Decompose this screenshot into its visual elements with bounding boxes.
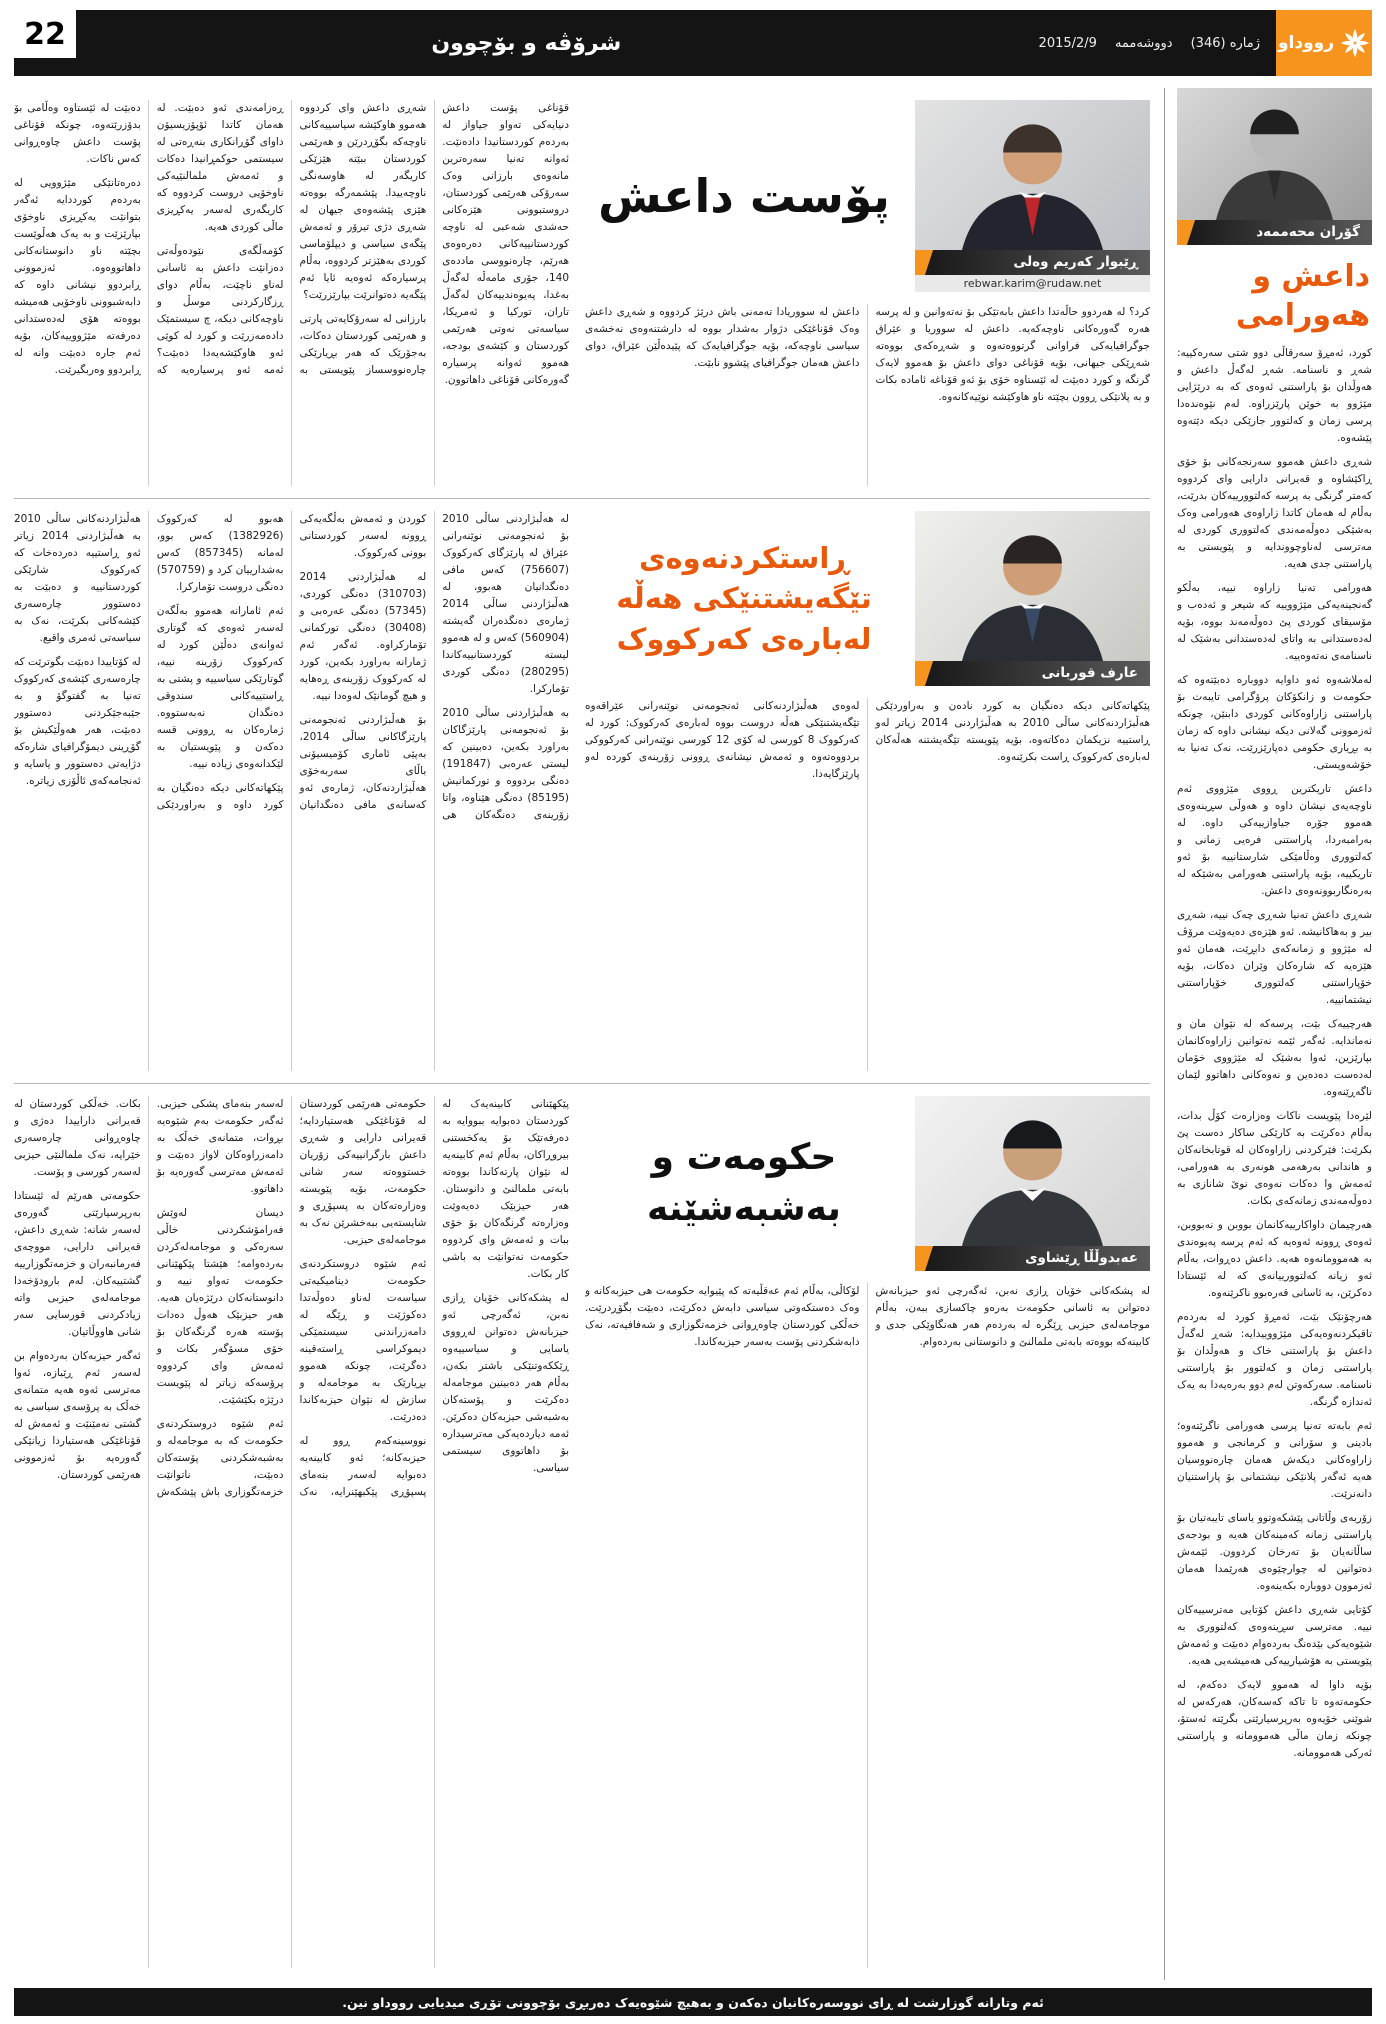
opinion-body-text: کورد، ئەمڕۆ سەرقاڵی دوو شتی سەرەکییە: شەڕ و ناسنامە. شەڕ لەگەڵ داعش و هەوڵدان بۆ پاراستنی ئەوەی کە بە درێژایی مێژوو بە خوێن پارێزراوە. لەم نێوەندەدا پرسی زمان و کەلتوور جارێکی دیکە دێتەوە پێشەوە. شەڕی داعش هەموو سەرنجەکانی بۆ خۆی ڕاکێشاوە و قەیرانی دارایی وای کردووە کەمتر گرنگی بە پرسە کەلتوورییەکان بدرێت، بەڵام لە هەمان کاتدا زاراوەی هەورامی وەک بەشێکی دەوڵەمەندی کەلتووری کوردی لە مەترسی لەناوچووندایە و پێویستی بە پاراستنی جدی هەیە. هەورامی تەنیا زاراوە نییە، بەڵکو گەنجینەیەکی مێژووییە کە شیعر و ئەدەب و مۆسیقای کوردی پێ دەوڵەمەند بووە، بۆیە لەدەستدانی بە واتای لەدەستدانی بەشێک لە ناسنامەی نەتەوەییە. لەملاشەوە ئەو داوایە دووبارە دەبێتەوە کە حکومەت و زانکۆکان پرۆگرامی تایبەت بۆ پاراستنی زاراوەکانی کوردی دابنێن، چونکە ئەزموونی گەلانی دیکە نیشانی داوە کە زمان بە بڕیاری حکومی دەپارێزرێت، نەک تەنیا بە خۆشەویستی. داعش تاریکترین ڕووی مێژووی ئەم ناوچەیەی نیشان داوە و هەوڵی سڕینەوەی هەموو جۆرە جیاوازییەکی داوە. لە بەرامبەردا، پاراستنی فرەیی زمانی و کەلتووری وەڵامێکی شارستانییە بۆ ئەو تاریکییە، بۆیە پاراستنی هەورامی بەشێکە لە بەرەنگاربوونەوەی داعش. شەڕی داعش تەنیا شەڕی چەک نییە، شەڕی بیر و بەهاکانیشە. ئەو هێزەی دەیەوێت مرۆڤ لە مێژوو و زمانەکەی دابڕێت، هەمان ئەو هێزەیە کە شارەکان وێران دەکات، بۆیە خۆپاراستنی کەلتووری خۆپاراستنی نیشتمانییە. هەرچییەک بێت، پرسەکە لە نێوان مان و نەماندایە. ئەگەر ئێمە نەتوانین زاراوەکانمان بپارێزین، ئەوا بەشێک لە مێژووی خۆمان لەدەست دەدەین و نەوەکانی داهاتوو لێمان ناگەڕێنەوە. لێرەدا پێویست ناکات وەزارەت کۆڵ بدات، بەڵام دەکرێت بە کارێکی ساکار دەست پێ بکرێت: فێرکردنی زاراوەکان لە قوتابخانەکان و هاندانی بەرهەمی هونەری بە هەورامی، ئەمەش وا دەکات نەوەی نوێ شانازی بە دەوڵەمەندی زمانەکەی بکات. هەرچیمان داواکارییەکانمان بووبن و نەبووبن، ئەوەی ڕوونە ئەوەیە کە ئەم پرسە پەیوەندی بە هەموومانەوە هەیە. داعش دەڕوات، بەڵام ئەو زیانە کەلتوورییانەی کە لە ئێستادا دەکرێن، بە ئاسانی قەرەبوو ناکرێنەوە. هەرچۆنێک بێت، ئەمڕۆ کورد لە بەردەم تاقیکردنەوەیەکی مێژووییدایە: شەڕ لەگەڵ داعش بۆ پاراستنی خاک و هەوڵدان بۆ پاراستنی زمان و کەلتوور بۆ پاراستنی ناسنامە. سەرکەوتن لەم دوو بەرەیەدا بە یەک ئەندازە گرنگە. ئەم بابەتە تەنیا پرسی هەورامی ناگرێتەوە؛ بادینی و سۆرانی و کرمانجی و هەموو زاراوەکانی دیکەش هەمان چارەنووسیان هەیە ئەگەر پلانێکی نیشتمانی بۆ پاراستنیان دانەنرێت. زۆربەی وڵاتانی پێشکەوتوو یاسای تایبەتیان بۆ پاراستنی زمانە کەمینەکان هەیە و بودجەی ساڵانەیان بۆ تەرخان کردوون. ئێمەش دەتوانین لە چوارچێوەی هەرێمدا هەمان ئەزموون دووبارە بکەینەوە. کۆتایی شەڕی داعش کۆتایی مەترسییەکان نییە. مەترسی سڕینەوەی کەلتووری بە شێوەیەکی بێدەنگ بەردەوام دەبێت و ئەمەش پێویستی بە هۆشیارییەکی هەمیشەیی هەیە. بۆیە داوا لە هەموو لایەک دەکەم، لە حکومەتەوە تا تاکە کەسەکان، هەرکەس لە شوێنی خۆیەوە بەرپرسیارێتی بگرێتە ئەستۆ، چونکە زمان ماڵی هەموومانە و پاراستنی ئەرکی هەموومانە. — [1177, 347, 1372, 1759]
article1-author-email: rebwar.karim@rudaw.net — [915, 275, 1150, 292]
article1-author-byline — [915, 250, 1150, 275]
article3-lead-text: لە پشکەکانی خۆیان ڕازی نەبن، ئەگەرچی ئەو حیزبانەش دەتوانن بە ئاسانی حکومەت بەرەو چاکسازی ببەن، بەڵام موجامەلەی حیزبی ڕێگرە لە بەردەم هەر هەنگاوێکی جدی و کابینەکە بووەتە بابەتی ملمالنێ و دانوستانی بەردەوام. لۆکاڵی، بەڵام ئەم عەقڵیەتە کە پێیوایە حکومەت هی حیزبەکانە و وەک دەستکەوتی سیاسی دابەش دەکرێت، دەبێت بگۆڕدرێت. خەڵکی کوردستان چاوەڕوانی خزمەتگوزاری و شەفافیەتە، نەک دابەشکردنی پۆست بەسەر حیزبەکاندا. — [585, 1285, 1150, 1348]
opinion-author-byline — [1177, 220, 1372, 245]
opinion-headline: داعش و هەورامی — [1235, 259, 1370, 333]
person-silhouette-icon — [915, 1096, 1150, 1246]
article1-lead-text: کرد؟ لە هەردوو حاڵەتدا داعش بابەتێکی بۆ نەتەوانین و لە پرسە هەرە گەورەکانی ناوچەکەیە. داعش لە سووریا و عێراق جوگرافیایەکی فراوانی گرتووەتەوە و شەڕەکەی بووەتە شەڕێکی جیهانی، بۆیە قۆناغی دوای داعش بۆ هەموو لایەک گرنگە و کورد دەبێت لە ئێستاوە خۆی بۆ ئەو قۆناغە ئامادە بکات و بە پلانێکی ڕوون بچێتە ناو هاوکێشە نوێیەکانەوە. داعش لە سووریادا تەمەنی باش درێژ کردووە و شەڕی داعش وەک قۆناغێکی دژوار بەشدار بووە لە دارشتنەوەی نەخشەی سیاسی ناوچەکە، بۆیە جوگرافیایەک کە پێیدەڵێن عێراق، دوای داعش هەمان جوگرافیای پێشوو نابێت. — [585, 306, 1150, 403]
opinion-column — [1164, 88, 1372, 1980]
main-articles — [14, 88, 1150, 1980]
article1-body-text: قۆناغی پۆست داعش دنیایەکی تەواو جیاواز لە بەردەم کوردستانیدا دادەنێت. ئەوانە تەنیا سەرەترین مانەوەی بارزانی وەک سەرۆکی هەرێمی کوردستان، دروستبوونی هێزەکانی حەشدی شەعبی لە ناوچە کوردستانییەکانی دەرەوەی هەرێم، چارەنووسی ماددەی 140، جۆری مامەڵە لەگەڵ بەغدا، پەیوەندییەکان لەگەڵ تاران، تورکیا و ئەمریکا، سیاسەتی نەوتی هەرێمی کوردستان و کێشەی بودجە، هەموو ئەوانە پرسیارە گەورەکانی قۆناغی داهاتوون. شەڕی داعش وای کردووە هەموو هاوکێشە سیاسییەکانی ناوچەکە بگۆڕدرێن و هەرێمی کوردستان ببێتە هێزێکی کاریگەر لە هاوسەنگی ناوچەییدا. پێشمەرگە بووەتە هێزی پێشەوەی جیهان لە شەڕی دژی تیرۆر و ئەمەش پێگەی سیاسی و دیپلۆماسی کوردی بەهێزتر کردووە، بەڵام پرسیارەکە ئەوەیە ئایا ئەم پێگەیە دەتوانرێت بپارێزرێت؟ بارزانی لە سەرۆکایەتی پارتی و هەرێمی کوردستان دەکات، بەجۆرێک کە هەر بڕیارێکی چارەنووسساز پێویستی بە ڕەزامەندی ئەو دەبێت. لە هەمان کاتدا ئۆپۆزیسیۆن داوای گۆڕانکاری بنەڕەتی لە سیستمی حوکمڕانیدا دەکات و ئەمەش ملمالنێیەکی ناوخۆیی دروست کردووە کە کاریگەری لەسەر یەکڕیزی ماڵی کوردی هەیە. کۆمەڵگەی نێودەوڵەتی دەزانێت داعش بە ئاسانی لەناو ناچێت، بەڵام دوای ڕزگارکردنی موسڵ و ناوچەکانی دیکە، چ سیستمێک دادەمەزرێت و کورد لە کوێی ئەو هاوکێشەیەدا دەبێت؟ ئەمە ئەو پرسیارەیە کە دەبێت لە ئێستاوە وەڵامی بۆ بدۆزرێتەوە، چونکە قۆناغی پۆست داعش چاوەڕوانی کەس ناکات. دەرەتانێکی مێژوویی لە بەردەم کورددایە ئەگەر بتوانێت یەکڕیزی ناوخۆی بپارێزێت و بە یەک هەڵوێست بچێتە ناو دانوستانەکانی داهاتووەوە. ئەزموونی ڕابردوو نیشانی داوە کە دابەشبوونی ناوخۆیی هەمیشە بووەتە هۆی لەدەستدانی دەرفەتە مێژووییەکان، بۆیە ئەم جارە دەبێت وانە لە ڕابردوو وەربگیرێت. — [14, 102, 569, 386]
byline-accent — [1177, 220, 1195, 245]
article3-headline: حکومەت و بەشبەشێنە — [647, 1137, 841, 1229]
article2-author-name: عارف قوربانی — [1041, 665, 1138, 681]
disclaimer-text: ئەم وتارانە گوزارشت لە ڕای نووسەرەکانیان دەکەن و بەهیچ شێوەیەک دەربڕی بۆچوونی تۆڕی میدیایی رووداو نین. — [342, 1994, 1044, 2010]
article1-author-name: ڕێبوار کەریم وەلی — [1013, 254, 1138, 270]
article3-author-byline — [915, 1246, 1150, 1271]
person-silhouette-icon — [1177, 88, 1372, 220]
article1-headline: پۆست داعش — [598, 169, 890, 223]
issue-day: دووشەممە — [1114, 35, 1173, 51]
logo-wordmark: رووداو — [1277, 33, 1335, 53]
issue-info — [1039, 36, 1260, 51]
article2-author-byline — [915, 661, 1150, 686]
content-area — [14, 88, 1372, 1980]
article2-lead-text: پێکهاتەکانی دیکە دەنگیان بە کورد نادەن و بەراوردێکی هەڵبژاردنەکانی ساڵی 2010 بە هەڵبژاردنی 2014 زیاتر لەو ڕاستییە نزیکمان دەکاتەوە، بۆیە پێویستە تێگەیشتنە هەڵەکان لەبارەی کەرکووک ڕاست بکرێنەوە. لەوەی هەڵبژاردنەکانی ئەنجومەنی نوێنەرانی عێراقەوە تێگەیشتنێکی هەڵە دروست بووە لەبارەی کەرکووک: کورد لە کەرکووک 8 کورسی لە کۆی 12 کورسی نوێنەرانی کەرکووکی بردووەتەوە و ئەمەش نیشانەی ڕوونی زۆرینەی کوردە لەو پارێزگایەدا. — [585, 700, 1150, 780]
article-government — [14, 1083, 1150, 1980]
issue-number: ژمارە (346) — [1190, 35, 1260, 51]
footer-disclaimer-bar — [14, 1988, 1372, 2016]
byline-accent — [915, 1246, 933, 1271]
article2-headline: ڕاستکردنەوەی تێگەیشتنێکی هەڵە لەبارەی کەرکووک — [616, 540, 872, 656]
masthead-bar — [14, 10, 1372, 76]
opinion-author-name: گۆران محەممەد — [1256, 224, 1360, 240]
article2-body-text: لە هەڵبژاردنی ساڵی 2010 بۆ ئەنجومەنی نوێنەرانی عێراق لە پارێزگای کەرکووک (756607) کەس مافی دەنگدانیان هەبوو، لە هەڵبژاردنی ساڵی 2014 ژمارەی دەنگدەران گەیشتە (560904) کەس و لە هەموو لیستە کوردستانییەکاندا (280295) دەنگی کوردی تۆمارکرا. بە هەڵبژاردنی ساڵی 2010 بۆ ئەنجومەنی پارێزگاکان بەراورد بکەین، دەبینین کە لیستی عەرەبی (191847) دەنگی بردووە و تورکمانیش (85195) دەنگی هێناوە، واتا زۆرینەی دەنگەکان هی کوردن و ئەمەش بەڵگەیەکی ڕوونە لەسەر کوردستانی بوونی کەرکووک. لە هەڵبژاردنی 2014 (310703) دەنگی کوردی، (57345) دەنگی عەرەبی و (30408) دەنگی تورکمانی تۆمارکراوە. ئەگەر ئەم ژمارانە بەراورد بکەین، کورد لە کەرکووک زۆرینەی ڕەهایە و هیچ گومانێک لەوەدا نییە. بۆ هەڵبژاردنی ئەنجومەنی پارێزگاکانی ساڵی 2014، بەپێی ئاماری کۆمیسیۆنی باڵای سەربەخۆی هەڵبژاردنەکان، ژمارەی ئەو کەسانەی مافی دەنگدانیان هەبوو لە کەرکووک (1382926) کەس بوو، لەمانە (857345) کەس بەشدارییان کرد و (570759) دەنگی دروست تۆمارکرا. ئەم ئامارانە هەموو بەڵگەن لەسەر ئەوەی کە گوتاری ئەوانەی دەڵێن کورد لە کەرکووک زۆرینە نییە، گوتارێکی سیاسییە و پشتی بە ڕاستییەکانی سندوقی دەنگدان نەبەستووە. ژمارەکان بە ڕوونی قسە دەکەن و پێویستیان بە لێکدانەوەی زیادە نییە. پێکهاتەکانی دیکە دەنگیان بە کورد داوە و بەراوردێکی هەڵبژاردنەکانی ساڵی 2010 بە هەڵبژاردنی 2014 زیاتر ئەو ڕاستییە دەردەخات کە کەرکووک شارێکی کوردستانییە و دەبێت بە دەستوور چارەسەری کێشەکانی بکرێت، نەک بە سیاسەتی ئەمری واقیع. لە کۆتاییدا دەبێت بگوترێت کە چارەسەری کێشەی کەرکووک تەنیا بە گفتوگۆ و بە جێبەجێکردنی دەستوور دەبێت، هەر هەوڵێکیش بۆ گۆڕینی دیمۆگرافیای شارەکە دژایەتی دەستوور و یاسایە و ئەنجامەکەی ئاڵۆزی زیاترە. — [14, 513, 569, 821]
article-post-daesh — [14, 88, 1150, 498]
byline-accent — [915, 661, 933, 686]
article2-author-photo — [915, 511, 1150, 661]
byline-accent — [915, 250, 933, 275]
article3-author-photo — [915, 1096, 1150, 1246]
page-number: 22 — [14, 10, 76, 58]
issue-date: 2015/2/9 — [1038, 35, 1097, 51]
rudaw-logo — [1276, 10, 1372, 76]
article-kirkuk — [14, 498, 1150, 1083]
article3-body-text: پێکهێنانی کابینەیەک لە کوردستان دەبوایە ببووایە بە دەرفەتێک بۆ یەکخستنی بیروڕاکان، بەڵام ئەم کابینەیە لە نێوان پارتەکاندا بووەتە بابەتی ملمالنێ و دانوستان. هەر حیزبێک دەیەوێت وەزارەتە گرنگەکان بۆ خۆی ببات و ئەمەش وای کردووە حکومەت نەتوانێت بە باشی کار بکات. لە پشکەکانی خۆیان ڕازی نەبن، ئەگەرچی ئەو حیزبانەش دەتوانن لەڕووی یاسایی و سیاسییەوە ڕێککەوتنێکی باشتر بکەن، بەڵام هەر دەبینین موجامەلە دەکرێت و پۆستەکان بەشبەشی حیزبەکان دەکرێن. ئەمە دیاردەیەکی مەترسیدارە بۆ داهاتووی سیستمی سیاسی. حکومەتی هەرێمی کوردستان لە قۆناغێکی هەستیاردایە؛ قەیرانی دارایی و شەڕی داعش بارگرانییەکی زۆریان خستووەتە سەر شانی حکومەت، بۆیە پێویستە وەزارەتەکان بە پسپۆڕی و شایستەیی ببەخشرێن نەک بە موجامەلەی حیزبی. ئەم شێوە دروستکردنەی حکومەت دینامیکیەتی سیاسەت لەناو دەوڵەتدا دەکوژێت و ڕێگە لە دامەزراندنی سیستمێکی دیموکراسی ڕاستەقینە دەگرێت، چونکە هەموو بڕیارێک بە موجامەلە و سازش لە نێوان حیزبەکاندا دەدرێت. نووسینەکەم ڕوو لە حیزبەکانە؛ ئەو کابینەیە دەبوایە لەسەر بنەمای پسپۆڕی پێکبهێنرایە، نەک لەسەر بنەمای پشکی حیزبی. ئەگەر حکومەت بەم شێوەیە بڕوات، متمانەی خەڵک بە دامەزراوەکان لاواز دەبێت و ئەمەش مەترسی گەورەیە بۆ داهاتوو. دیسان لەوێش فەرامۆشکردنی خاڵی سەرەکی و موجامەلەکردن بەردەوامە؛ هێشتا پێکهێنانی حکومەت تەواو نییە و دانوستانەکان درێژەیان هەیە. هەر حیزبێک هەوڵ دەدات پۆستە هەرە گرنگەکان بۆ خۆی مسۆگەر بکات و ئەمەش وای کردووە پرۆسەکە زیاتر لە پێویست درێژە بکێشێت. ئەم شێوە دروستکردنەی حکومەت کە بە موجامەلە و بەشبەشکردنی پۆستەکان دەبێت، ناتوانێت خزمەتگوزاری باش پێشکەش بکات. خەڵکی کوردستان لە قەیرانی داراییدا دەژی و چاوەڕوانی چارەسەری خێرایە، نەک ملمالنێی حیزبی لەسەر کورسی و پۆست. حکومەتی هەرێم لە ئێستادا بەرپرسیارێتی گەورەی لەسەر شانە: شەڕی داعش، قەیرانی دارایی، مووچەی فەرمانبەران و خزمەتگوزارییە گشتییەکان. لەم بارودۆخەدا موجامەلەی حیزبی واتە زیادکردنی قورسایی سەر شانی هاووڵاتیان. ئەگەر حیزبەکان بەردەوام بن لەسەر ئەم ڕێبازە، ئەوا مەترسی ئەوە هەیە متمانەی خەڵک بە پرۆسەی سیاسی بە گشتی نەمێنێت و ئەمەش لە قۆناغێکی هەستیاردا زیانێکی گەورەیە بۆ ئەزموونی هەرێمی کوردستان. — [14, 1098, 569, 1498]
person-silhouette-icon — [915, 511, 1150, 661]
section-title: شرۆڤە و بۆچوون — [431, 30, 622, 56]
rudaw-pinwheel-icon — [1340, 28, 1370, 58]
opinion-author-photo — [1177, 88, 1372, 220]
article1-author-photo — [915, 100, 1150, 250]
person-silhouette-icon — [915, 100, 1150, 250]
article3-author-name: عەبدوڵڵا ڕێشاوی — [1025, 1250, 1138, 1266]
